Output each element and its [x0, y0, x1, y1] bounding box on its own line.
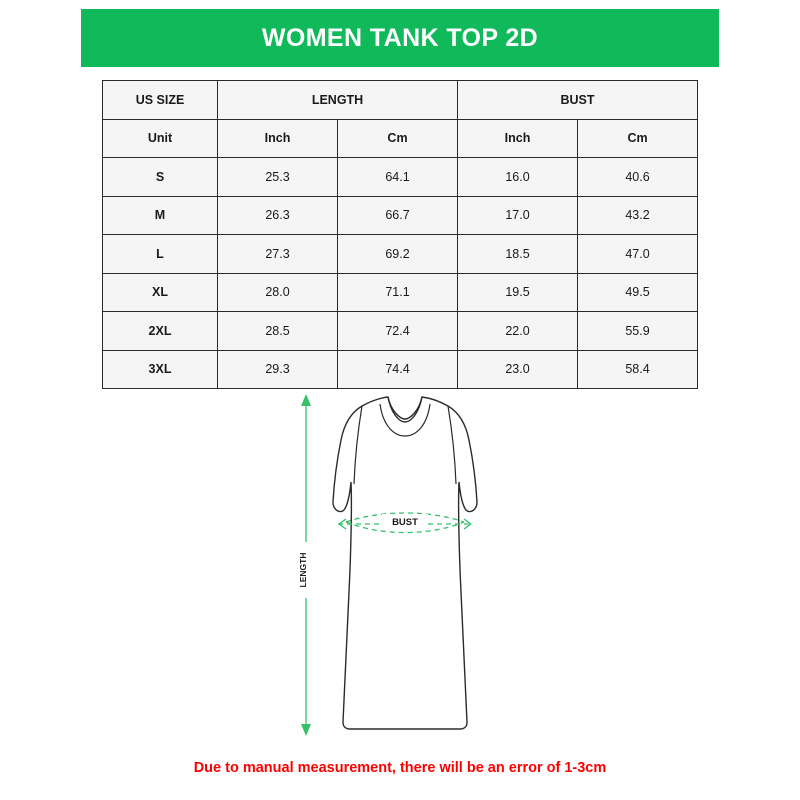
- table-row: [103, 273, 698, 312]
- header-bust: BUST: [458, 81, 698, 120]
- cell-bust-cm: 47.0: [578, 235, 698, 274]
- cell-size: S: [103, 158, 218, 197]
- cell-length-inch: 28.5: [218, 312, 338, 351]
- size-table: [102, 80, 698, 389]
- cell-bust-inch: 22.0: [458, 312, 578, 351]
- cell-size: L: [103, 235, 218, 274]
- cell-bust-inch: 18.5: [458, 235, 578, 274]
- cell-length-cm: 69.2: [338, 235, 458, 274]
- cell-size: 2XL: [103, 312, 218, 351]
- header-length: LENGTH: [218, 81, 458, 120]
- unit-length-cm: Cm: [338, 119, 458, 158]
- table-group-header-row: [103, 81, 698, 120]
- table-row: [103, 196, 698, 235]
- cell-bust-inch: 23.0: [458, 350, 578, 389]
- cell-size: XL: [103, 273, 218, 312]
- cell-bust-inch: 16.0: [458, 158, 578, 197]
- tank-top-outline: [333, 397, 477, 729]
- table-row: [103, 350, 698, 389]
- cell-bust-cm: 40.6: [578, 158, 698, 197]
- unit-length-inch: Inch: [218, 119, 338, 158]
- cell-length-inch: 28.0: [218, 273, 338, 312]
- header-us-size: US SIZE: [103, 81, 218, 120]
- table-unit-row: [103, 119, 698, 158]
- cell-bust-inch: 17.0: [458, 196, 578, 235]
- cell-length-inch: 25.3: [218, 158, 338, 197]
- unit-label: Unit: [103, 119, 218, 158]
- cell-bust-cm: 49.5: [578, 273, 698, 312]
- bust-label: BUST: [392, 517, 418, 528]
- header-banner: [81, 9, 719, 67]
- length-label: LENGTH: [298, 552, 308, 588]
- cell-length-cm: 74.4: [338, 350, 458, 389]
- table-row: [103, 158, 698, 197]
- page-title: WOMEN TANK TOP 2D: [261, 23, 539, 52]
- unit-bust-cm: Cm: [578, 119, 698, 158]
- unit-bust-inch: Inch: [458, 119, 578, 158]
- cell-length-inch: 27.3: [218, 235, 338, 274]
- cell-bust-cm: 58.4: [578, 350, 698, 389]
- cell-bust-inch: 19.5: [458, 273, 578, 312]
- cell-length-cm: 71.1: [338, 273, 458, 312]
- cell-length-inch: 26.3: [218, 196, 338, 235]
- cell-size: M: [103, 196, 218, 235]
- cell-length-cm: 66.7: [338, 196, 458, 235]
- table-row: [103, 312, 698, 351]
- cell-size: 3XL: [103, 350, 218, 389]
- cell-length-cm: 72.4: [338, 312, 458, 351]
- table-row: [103, 235, 698, 274]
- cell-length-inch: 29.3: [218, 350, 338, 389]
- cell-bust-cm: 43.2: [578, 196, 698, 235]
- measurement-disclaimer: Due to manual measurement, there will be an error of 1-3cm: [193, 760, 607, 776]
- garment-illustration: [270, 392, 540, 737]
- cell-length-cm: 64.1: [338, 158, 458, 197]
- cell-bust-cm: 55.9: [578, 312, 698, 351]
